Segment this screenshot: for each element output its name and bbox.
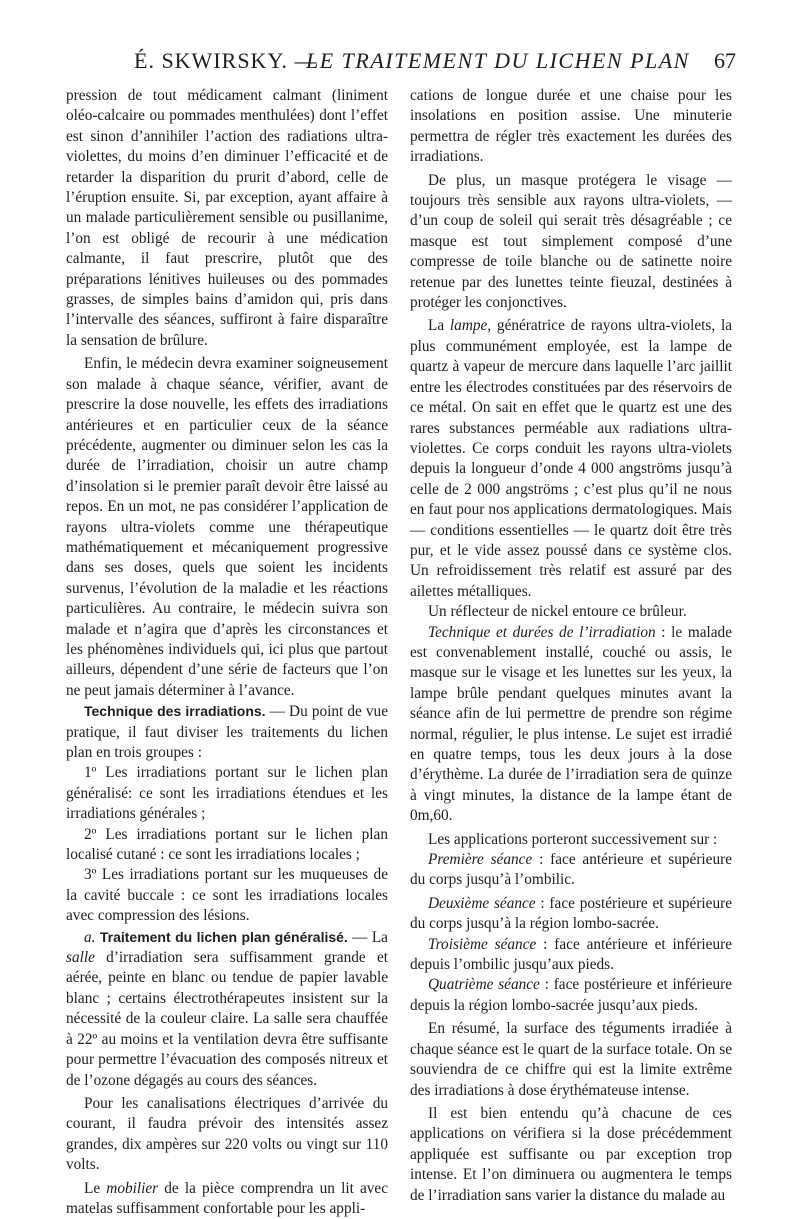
session-item — [410, 975, 732, 1016]
list-item: 1º Les irradiations portant sur le lichen plan généralisé: ce sont les irradiations étendues et les irradiations générales ; — [66, 764, 388, 823]
paragraph: En résumé, la surface des téguments irradiée à chaque séance est le quart de la surface totale. On se souviendra de ce chiffre qui est la limite extrême des irradiations à dose érythémateuse intense. — [410, 1020, 732, 1099]
italic-term: lampe, — [449, 317, 492, 335]
paragraph-text: de la pièce comprendra un lit avec matelas suffisamment confortable pour les appli- — [66, 1179, 388, 1217]
paragraph: Il est bien entendu qu’à chacune de ces applications on vérifiera si la dose précédemment appliquée est suffisante ou par exception trop intense. Et l’on diminuera ou augmentera le temps de l’irradiation sans varier la distance du malade au — [410, 1104, 732, 1204]
paragraph-mobilier — [66, 1179, 388, 1219]
section-heading: Technique des irradiations. — [84, 703, 266, 720]
running-header — [0, 48, 800, 82]
italic-heading: Technique et durées de l’irradiation — [428, 623, 656, 641]
subsection-letter: a. — [84, 928, 96, 946]
paragraph-technique — [66, 701, 388, 763]
session-label: Troisième séance — [428, 935, 537, 953]
paragraph: Un réflecteur de nickel entoure ce brûleur. — [428, 603, 687, 621]
paragraph-technique-durees — [410, 623, 732, 827]
header-author: É. SKWIRSKY. — — [134, 48, 318, 73]
paragraph-text: — La — [347, 928, 388, 946]
italic-term: salle — [66, 949, 95, 967]
paragraph-text: génératrice de rayons ultra-violets, la plus communément employée, est la lampe de quartz à vapeur de mercure dans laquelle l’arc jaillit entre les électrodes constituées par des réservoirs de ce métal. On sait en effet que le quartz est une des rares substances perméable aux radiations ultra-violettes. Ce corps conduit les rayons ultra-violets depuis la longueur d’onde 4 000 angströms jusqu’à celle de 2 000 angströms ; c’est plus qu’il ne nous en faut pour nos applications dermatologiques. Mais — conditions essentielles — le quartz doit être très pur, et le vide assez poussé dans ce système clos. Un refroidissement très relatif est assuré par des ailettes métalliques. — [410, 317, 732, 600]
paragraph: pression de tout médicament calmant (liniment oléo-calcaire ou pommades menthulées) dont l’effet est sinon d’annihiler l’action des radiations ultra-violettes, du moins d’en diminuer l’efficacité et de retarder la disparition du prurit d’abord, celle de l’éruption ensuite. Si, par exception, ayant affaire à un malade particulièrement sensible ou pusillanime, l’on est obligé de recourir à une médication calmante, il faut prescrire, plutôt que des préparations lénitives huileuses ou des pommades grasses, de simples bains d’amidon qui, pris dans l’intervalle des séances, suffiront à faire disparaître la sensation de brûlure. — [66, 87, 388, 349]
paragraph-text: Le — [84, 1179, 107, 1197]
session-text: : face postérieure et supérieure du corps jusqu’à la région lombo-sacrée. — [410, 894, 732, 933]
list-item: 3º Les irradiations portant sur les muqueuses de la cavité buccale : ce sont les irradiations locales avec compression des lésions. — [66, 866, 388, 925]
session-item — [410, 850, 732, 891]
paragraph-text: : le malade est convenablement installé, couché ou assis, le masque sur le visage et les lunettes sur les yeux, la lampe brûle pendant quelques minutes avant la séance afin de lui permettre de prendre son régime normal, régulier, le plus intense. Le sujet est irradié en quatre temps, tous les deux jours à la dose d’érythème. La durée de l’irradiation sera de quinze à vingt minutes, la distance de la lampe étant de 0m,60. — [410, 623, 732, 825]
paragraph-subsection-a — [66, 927, 388, 1091]
paragraph: De plus, un masque protégera le visage — toujours très sensible aux rayons ultra-violets, — d’un coup de soleil qui serait très désagréable ; ce masque est tout simplement composé d’une compresse de toile blanche ou de satinette noire retenue par des lunettes teinte fieuzal, destinées à protéger les conjonctives. — [410, 171, 732, 312]
paragraph-text: — Du point de vue pratique, il faut diviser les traitements du lichen plan en trois groupes : — [66, 703, 388, 761]
paragraph-text: d’irradiation sera suffisamment grande et aérée, peinte en blanc ou tendue de papier lavable blanc ; certains électrothérapeutes insistent sur la nécessité de la couleur claire. La salle sera chauffée à 22º au moins et la ventilation devra être suffisante pour permettre l’évacuation des composés nitreux et de l’ozone dégagés au cours des séances. — [66, 949, 388, 1089]
session-text: : face antérieure et inférieure depuis l’ombilic jusqu’aux pieds. — [410, 935, 733, 974]
session-text: : face postérieure et inférieure depuis la région lombo-sacrée jusqu’aux pieds. — [410, 976, 732, 1014]
paragraph: Enfin, le médecin devra examiner soigneusement son malade à chaque séance, vérifier, avant de prescrire la dose nouvelle, les effets des irradiations antérieures et en particulier ceux de la séance précédente, augmenter ou diminuer selon les cas la durée de l’irradiation, choisir un autre champ d’insolation si le premier paraît devoir être laissé au repos. En un mot, ne pas considérer l’application de rayons ultra-violets comme une thérapeutique mathématiquement et mécaniquement progressive dans ses doses, quels que soient les incidents survenus, l’évolution de la maladie et les réactions particulières. Au contraire, le médecin suivra son malade et n’agira que d’après les circonstances et les phénomènes individuels qui, ici plus que partout ailleurs, dépendent d’une série de facteurs que l’on ne peut jamais déterminer à l’avance. — [66, 355, 388, 699]
session-item — [410, 935, 732, 976]
header-title: LE TRAITEMENT DU LICHEN PLAN — [306, 48, 690, 73]
italic-term: mobilier — [106, 1179, 159, 1197]
session-label: Deuxième séance — [428, 894, 536, 912]
session-text: : face antérieure et supérieure du corps jusqu’à l’ombilic. — [410, 851, 732, 889]
subsection-heading: Traitement du lichen plan généralisé. — [99, 928, 348, 945]
page-number: 67 — [714, 48, 736, 73]
left-column — [66, 86, 388, 1219]
paragraph: Pour les canalisations électriques d’arrivée du courant, il faudra prévoir des intensités assez grandes, dix ampères sur 220 volts ou vingt sur 110 volts. — [66, 1094, 388, 1174]
list-item: 2º Les irradiations portant sur le lichen plan localisé cutané : ce sont les irradiations locales ; — [66, 825, 388, 864]
session-label: Quatrième séance — [428, 976, 540, 994]
right-column — [410, 86, 732, 1206]
session-label: Première séance — [428, 851, 533, 869]
paragraph-text: La — [428, 317, 450, 335]
paragraph: cations de longue durée et une chaise pour les insolations en position assise. Une minuterie permettra de régler très exactement les durées des irradiations. — [410, 87, 732, 166]
paragraph-lampe — [410, 316, 732, 602]
session-item — [410, 894, 732, 935]
paragraph: Les applications porteront successivement sur : — [428, 830, 718, 848]
